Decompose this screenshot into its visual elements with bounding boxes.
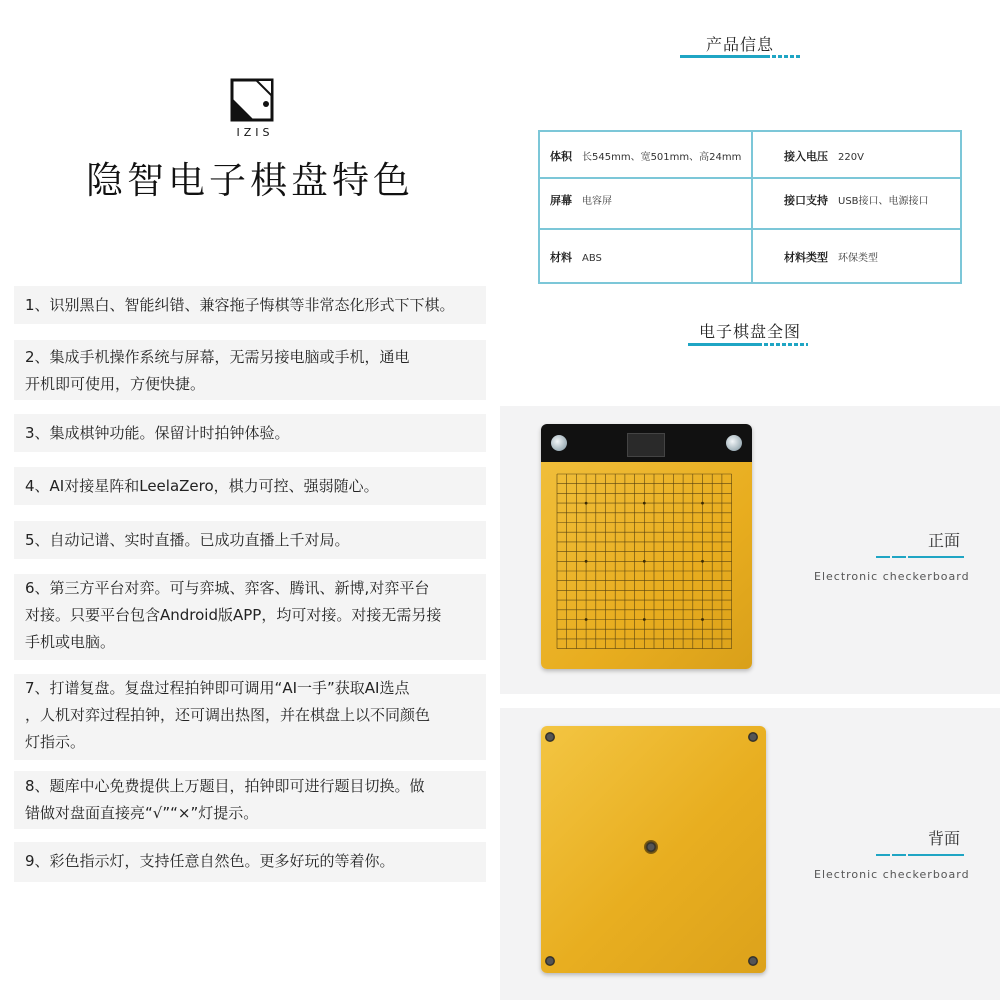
button-knob-left: [551, 435, 567, 451]
feature-item-6: 6、第三方平台对弈。可与弈城、弈客、腾讯、新博,对弈平台 对接。只要平台包含Android版APP，均可对接。对接无需另接 手机或电脑。: [14, 574, 486, 660]
button-knob-right: [726, 435, 742, 451]
feature-item-1: 1、识别黑白、智能纠错、兼容拖子悔棋等非常态化形式下下棋。: [14, 286, 486, 324]
feature-item-7: 7、打谱复盘。复盘过程拍钟即可调用“AI一手”获取AI选点 ，人机对弈过程拍钟，还可调出热图，并在棋盘上以不同颜色 灯指示。: [14, 674, 486, 760]
star-point: [643, 502, 646, 505]
board-overview-dots: [764, 343, 808, 346]
spec-label: 屏幕: [550, 194, 572, 207]
back-subtitle: Electronic checkerboard: [814, 868, 970, 881]
spec-material: [550, 249, 602, 265]
spec-label: 接口支持: [784, 194, 828, 207]
spec-value: 环保类型: [838, 253, 878, 264]
center-mount-icon: [644, 840, 658, 854]
feature-item-2: 2、集成手机操作系统与屏幕，无需另接电脑或手机，通电 开机即可使用，方便快捷。: [14, 340, 486, 400]
board-screen: [627, 433, 665, 457]
star-point: [701, 560, 704, 563]
star-point: [701, 502, 704, 505]
front-label: 正面: [928, 531, 961, 550]
izis-logo-icon: [226, 76, 284, 124]
front-board-topbar: [541, 424, 752, 462]
spec-value: 电容屏: [582, 196, 612, 207]
spec-divider-h2: [540, 228, 960, 230]
spec-label: 材料: [550, 251, 572, 264]
spec-label: 体积: [550, 150, 572, 163]
feature-item-9: 9、彩色指示灯，支持任意自然色。更多好玩的等着你。: [14, 842, 486, 882]
spec-value: USB接口、电源接口: [838, 196, 929, 207]
star-point: [643, 560, 646, 563]
spec-value: 220V: [838, 152, 864, 163]
izis-logo: [226, 76, 284, 142]
board-overview-title: 电子棋盘全图: [698, 322, 801, 341]
screw-icon: [545, 732, 555, 742]
back-label: 背面: [928, 829, 961, 848]
star-point: [585, 502, 588, 505]
spec-table: [538, 130, 962, 284]
board-overview-underline: [688, 343, 762, 346]
back-label-line: [876, 854, 964, 856]
screw-icon: [748, 732, 758, 742]
go-grid: [541, 462, 752, 669]
spec-divider-v: [751, 132, 753, 282]
feature-item-4: 4、AI对接星阵和LeelaZero，棋力可控、强弱随心。: [14, 467, 486, 505]
feature-item-5: 5、自动记谱、实时直播。已成功直播上千对局。: [14, 521, 486, 559]
logo-text: IZIS: [236, 126, 274, 139]
spec-voltage: [784, 148, 864, 164]
spec-label: 材料类型: [784, 251, 828, 264]
product-info-dots: [772, 55, 802, 58]
star-point: [585, 560, 588, 563]
product-info-title: 产品信息: [705, 35, 774, 54]
spec-volume: [550, 148, 741, 164]
star-point: [701, 618, 704, 621]
front-board-surface: [541, 462, 752, 669]
page-title: 隐智电子棋盘特色: [86, 159, 414, 202]
spec-interface: [784, 192, 929, 208]
front-board-image: [541, 424, 752, 669]
front-label-line: [876, 556, 964, 558]
front-subtitle: Electronic checkerboard: [814, 570, 970, 583]
screw-icon: [748, 956, 758, 966]
star-point: [585, 618, 588, 621]
screw-icon: [545, 956, 555, 966]
spec-divider-h1: [540, 177, 960, 179]
spec-screen: [550, 192, 612, 208]
product-info-underline: [680, 55, 770, 58]
back-board-image: [541, 726, 766, 973]
spec-value: ABS: [582, 253, 602, 264]
spec-label: 接入电压: [784, 150, 828, 163]
star-point: [643, 618, 646, 621]
feature-item-8: 8、题库中心免费提供上万题目，拍钟即可进行题目切换。做 错做对盘面直接亮“√”“×”灯提示。: [14, 771, 486, 829]
feature-item-3: 3、集成棋钟功能。保留计时拍钟体验。: [14, 414, 486, 452]
spec-material-type: [784, 249, 878, 265]
spec-value: 长545mm、宽501mm、高24mm: [582, 152, 742, 163]
